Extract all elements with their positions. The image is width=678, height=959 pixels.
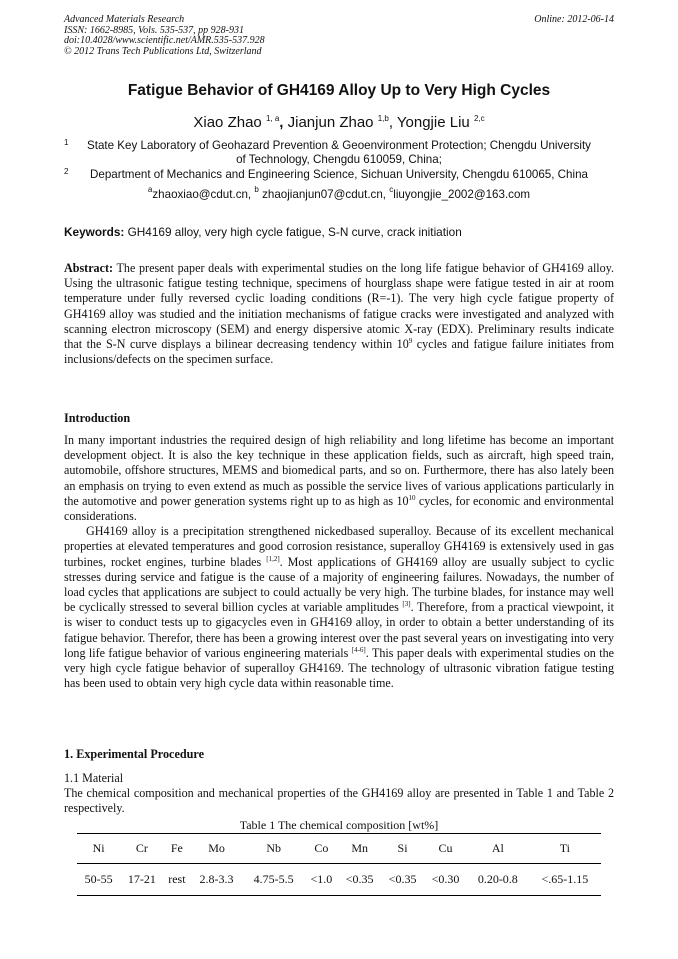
intro-text: . This paper deals with experimental studies on the very high cycle fatigue behavior of superalloy GH4169. The technology of ultrasonic vibration fatigue testing has been used to obtain very high cycle data within reasonable time. [64,645,614,691]
section-1-paragraph: The chemical composition and mechanical properties of the GH4169 alloy are presented in Table 1 and Table 2 respectively. [64,786,614,816]
paper-title: Fatigue Behavior of GH4169 Alloy Up to Very High Cycles [127,82,551,99]
table-cell: 4.75-5.5 [253,872,294,886]
table-cell: <0.30 [431,872,460,886]
table-header-cell: Ti [559,841,570,855]
journal-doi: doi:10.4028/www.scientific.net/AMR.535-537.928 [64,35,265,46]
citation: [3] [402,600,411,609]
table-row [77,864,601,896]
email-link[interactable]: liuyongjie_2002@163.com [393,188,531,201]
affiliation-1: 1 State Key Laboratory of Geohazard Prevention & Geoenvironment Protection; Chengdu University of Technology, Chengdu 610059, China; [64,139,614,167]
table-cell: <1.0 [310,872,333,886]
author-sup: 1,b [377,114,389,123]
table-cell: 2.8-3.3 [199,872,234,886]
table-header-row [77,834,601,864]
citation: [4-6] [351,645,366,654]
table-header-cell: Ni [92,841,105,855]
table-header-cell: Mn [351,841,368,855]
table-header-cell: Mo [208,841,225,855]
journal-name: Advanced Materials Research [64,14,185,25]
abstract-text: cycles and fatigue failure initiates from inclusions/defects on the specimen surface. [64,337,614,367]
email-link[interactable]: zhaojianjun07@cdut.cn, [262,188,387,201]
affiliation-line: of Technology, Chengdu 610059, China; [236,153,442,166]
table-header-cell: Fe [170,841,183,855]
table-cell: rest [168,872,186,886]
affiliation-line: Department of Mechanics and Engineering Science, Sichuan University, Chengdu 610065, China [90,168,588,181]
author-sup: 2,c [473,114,485,123]
email-sup: c [389,185,394,194]
keywords-text: GH4169 alloy, very high cycle fatigue, S-N curve, crack initiation [127,225,462,239]
table-cell: 17-21 [127,872,156,886]
intro-text: . Therefore, from a practical viewpoint, it is wiser to conduct tests up to gigacycles even in GH4169 alloy, in order to obtain a better understanding of its fatigue behavior. Therefor, there has been a growing interest over the past several years on investigating into very long life fatigue behavior of various engineering materials [64,600,615,660]
table-header-cell: Co [314,841,329,855]
table-cell: <.65-1.15 [541,872,589,886]
affiliation-2: 2 Department of Mechanics and Engineering Science, Sichuan University, Chengdu 610065, China [64,168,614,182]
table-cell: <0.35 [345,872,374,886]
citation: [1,2] [266,554,280,563]
subsection-heading: 1.1 Material [64,771,124,785]
intro-text: In many important industries the required design of high reliability and long lifetime has become an important development object. It is also the key technique in these application fields, such as aircraft, high speed train, automobile, offshore structures, MEMS and biomedical parts, and so on. Furthermore, there has also lately been an emphasis on trying to even extend as much as possible the service lives of various applications particularly in the automotive and power generation systems right up to as high as 10 [64,433,614,508]
online-date: Online: 2012-06-14 [534,14,614,25]
intro-paragraph-1 [64,433,614,524]
section-1-text [64,786,614,816]
table-header-cell: Al [491,841,504,855]
abstract-sup: 9 [408,337,413,346]
intro-text: . Most applications of GH4169 alloy are usually subject to cyclic stresses during service and fatigue is the cause of a majority of engineering failures. Nowadays, the number of load cycles that applications are subject to could actually be very high. The turbine blades, for instance may well be cyclically stressed to several billion cycles at variable amplitudes [64,554,614,615]
email-sup: a [147,185,153,194]
abstract-label: Abstract: [64,261,114,275]
table-cell: 50-55 [84,872,113,886]
journal-issn: ISSN: 1662-8985, Vols. 535-537, pp 928-931 [64,24,244,36]
keywords [64,225,614,239]
author-name: Xiao Zhao [193,114,262,131]
author-name: Jianjun Zhao [287,114,374,131]
email-sup: b [254,185,259,194]
intro-text: cycles, for economic and environmental considerations. [64,493,614,524]
keywords-label: Keywords: [64,225,125,239]
composition-table [77,833,601,896]
email-link[interactable]: zhaoxiao@cdut.cn, [152,188,252,201]
author-list: Xiao Zhao $^{1, a}$, Jianjun Zhao $^{1,b}$, Yongjie Liu $^{2,c}$ [193,114,485,131]
table-header-cell: Cu [438,841,453,855]
intro-paragraph-2 [64,524,614,691]
abstract [64,261,614,367]
intro-sup: 10 [408,493,416,502]
author-name: Yongjie Liu [396,114,470,131]
affiliation-line: State Key Laboratory of Geohazard Prevention & Geoenvironment Protection; Chengdu University [87,139,591,152]
table-header-cell: Cr [135,841,148,855]
introduction-heading: Introduction [64,411,131,425]
table-cell: 0.20-0.8 [477,872,518,886]
abstract-text: The present paper deals with experimental studies on the long life fatigue behavior of GH4169 alloy. Using the ultrasonic fatigue testing technique, specimens of hourglass shape were fatigue tested in air at room temperature under fully reversed cyclic loading conditions (R=-1). The very high cycle fatigue property of GH4169 alloy was studied and the initiation mechanisms of fatigue cracks were investigated and analyzed with scanning electron microscopy (SEM) and energy dispersive atomic X-ray (EDX). Preliminary results indicate that the S-N curve displays a bilinear decreasing tendency within 10 [64,261,614,352]
email-list [0,185,678,201]
author-sup: 1, a [265,114,280,123]
journal-copyright: © 2012 Trans Tech Publications Ltd, Switzerland [64,45,262,57]
section-1-heading: 1. Experimental Procedure [64,747,205,761]
introduction-body [64,433,614,691]
table-caption: Table 1 The chemical composition [wt%] [239,818,439,832]
table-header-cell: Si [397,841,408,855]
table-header-cell: Nb [266,841,281,855]
table-cell: <0.35 [388,872,417,886]
intro-text: GH4169 alloy is a precipitation strengthened nickedbased superalloy. Because of its excellent mechanical properties at elevated temperatures and good corrosion resistance, superalloy GH4169 is extensively used in gas turbines, rocket engines, turbine blades [64,524,614,569]
